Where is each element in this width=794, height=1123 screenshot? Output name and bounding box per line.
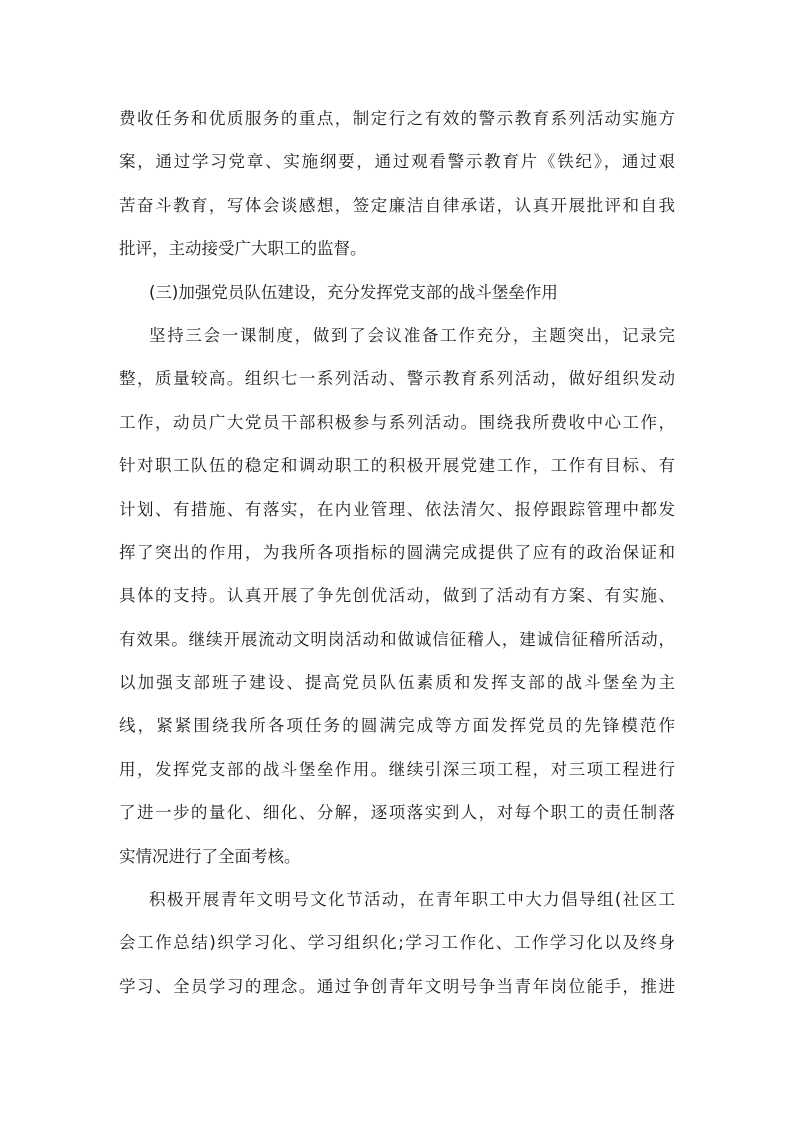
document-body xyxy=(119,97,675,1008)
text-line: 费收任务和优质服务的重点，制定行之有效的警示教育系列活动实施方 xyxy=(119,109,675,128)
section-heading xyxy=(119,271,675,314)
text-line: 苦奋斗教育，写体会谈感想，签定廉洁自律承诺，认真开展批评和自我 xyxy=(119,195,675,215)
text-line: 线，紧紧围绕我所各项任务的圆满完成等方面发挥党员的先锋模范作 xyxy=(119,716,675,736)
text-line: 以加强支部班子建设、提高党员队伍素质和发挥支部的战斗堡垒为主 xyxy=(119,673,675,693)
text-line: 积极开展青年文明号文化节活动，在青年职工中大力倡导组(社区工 xyxy=(149,890,675,910)
text-line: (三)加强党员队伍建设，充分发挥党支部的战斗堡垒作用 xyxy=(149,282,558,302)
text-line: 整，质量较高。组织七一系列活动、警示教育系列活动，做好组织发动 xyxy=(119,369,675,389)
paragraph xyxy=(119,314,675,878)
text-line: 针对职工队伍的稳定和调动职工的积极开展党建工作，工作有目标、有 xyxy=(119,456,675,476)
paragraph xyxy=(119,97,675,271)
text-line: 计划、有措施、有落实，在内业管理、依法清欠、报停跟踪管理中都发 xyxy=(119,499,675,519)
text-line: 学习、全员学习的理念。通过争创青年文明号争当青年岗位能手，推进 xyxy=(119,976,675,996)
text-line: 用，发挥党支部的战斗堡垒作用。继续引深三项工程，对三项工程进行 xyxy=(119,759,675,779)
text-line: 工作，动员广大党员干部积极参与系列活动。围绕我所费收中心工作， xyxy=(119,412,675,432)
text-line: 实情况进行了全面考核。 xyxy=(119,846,301,866)
text-line: 坚持三会一课制度，做到了会议准备工作充分，主题突出，记录完 xyxy=(149,325,675,345)
text-line: 案，通过学习党章、实施纲要，通过观看警示教育片《铁纪》，通过艰 xyxy=(119,152,675,172)
paragraph xyxy=(119,878,675,1008)
text-line: 具体的支持。认真开展了争先创优活动，做到了活动有方案、有实施、 xyxy=(119,586,675,606)
text-line: 了进一步的量化、细化、分解，逐项落实到人，对每个职工的责任制落 xyxy=(119,803,675,823)
text-line: 批评，主动接受广大职工的监督。 xyxy=(119,239,367,259)
text-line: 有效果。继续开展流动文明岗活动和做诚信征稽人，建诚信征稽所活动， xyxy=(119,629,675,649)
text-line: 挥了突出的作用，为我所各项指标的圆满完成提供了应有的政治保证和 xyxy=(119,542,675,562)
text-line: 会工作总结)织学习化、学习组织化;学习工作化、工作学习化以及终身 xyxy=(119,933,675,953)
